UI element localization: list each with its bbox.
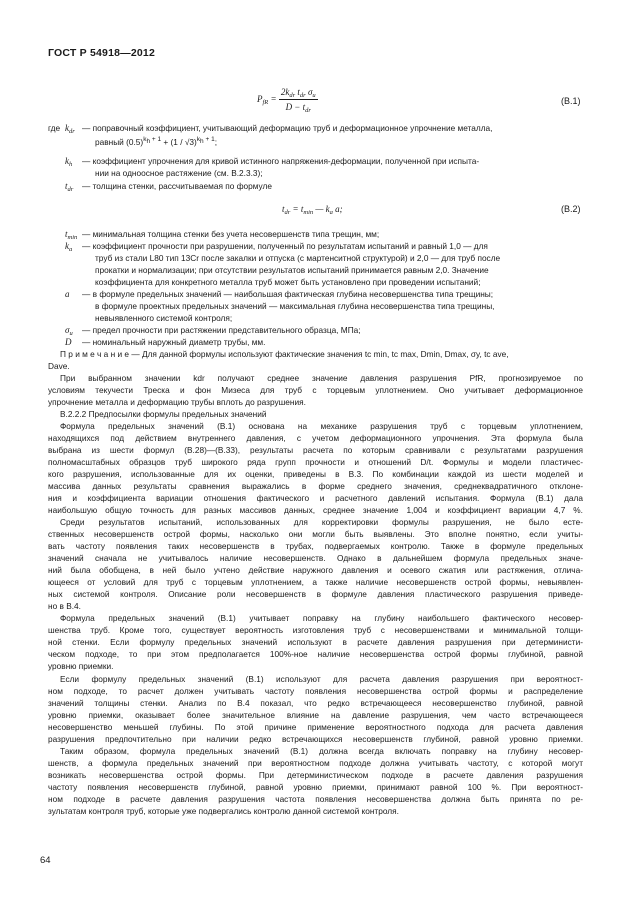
body-text-line: вать частоту появления таких несовершенств в трубах, подвергаемых контролю. Также в формуле предельных: [48, 541, 583, 551]
body-text-line: значений сначала не учитывалось наличие несовершенств. Однако в дальнейшем формула предельных значе-: [48, 553, 583, 563]
body-text-line: ном подходе в расчете давления разрушения частота появления несовершенства должна быть принята по ре-: [48, 794, 583, 804]
page-number: 64: [40, 855, 51, 866]
body-text-line: При выбранном значении kdr получают среднее значение давления разрушения PfR, прогнозируемое по: [60, 373, 583, 383]
body-text-line: находящихся под действием внутреннего давления, с учетом деформационного упрочнения. Эта формула была: [48, 433, 583, 443]
where-label: где: [48, 123, 61, 133]
body-text-line: возникать несовершенства острой формы. При детерминистическом подходе в расчете давления разрушения: [48, 770, 583, 780]
body-text-line: условиям текучести Треска и фон Мизеса для труб с торцевым уплотнением. Оно учитывает деформационное: [48, 385, 583, 395]
equation-number-b2: (B.2): [561, 204, 581, 214]
body-text-line: ном подходе, то расчет должен учитывать частоту появления несовершенства острой формы и распределение: [48, 686, 583, 696]
definition-line: прокатки и нормализации; при отсутствии результатов испытаний принимается равным 2,0. Значение: [95, 265, 489, 275]
body-text-line: ственных несовершенств острой формы, насколько они могли быть выявлены. Это вполне понятно, если учиты-: [48, 529, 583, 539]
body-text-line: разрушения предпочтительно при наличии редко встречающихся несовершенств глубиной, равной уровню приемки.: [48, 734, 583, 744]
symbol-tmin: $t_{min}$: [65, 229, 78, 241]
body-text-line: шенства труб. Кроме того, существует вероятность изготовления труб с несовершенствами и минимальной толщи-: [48, 625, 583, 635]
body-text-line: ных системой контроля. Описание роли несовершенств в формуле давления пластического разрушения приведе-: [48, 589, 583, 599]
body-text-line: Таким образом, формула предельных значений (B.1) должна всегда включать поправку на глубину несовер-: [60, 746, 583, 756]
standard-header: ГОСТ Р 54918—2012: [48, 47, 156, 59]
body-text-line: массива данных результаты сравнения выражались в форме среднего значения, среднеквадратичного отклоне-: [48, 481, 583, 491]
body-text-line: Формула предельных значений (B.1) учитывает поправку на глубину наибольшего фактического несовер-: [60, 613, 583, 623]
body-text-line: ющееся от условий для труб с торцевым уплотнением, а также наличие несовершенств острой формы, невыявлен-: [48, 577, 583, 587]
definition-line: в формуле проектных предельных значений — максимальная глубина несовершенства типа трещины,: [95, 301, 495, 311]
definition-line: — номинальный наружный диаметр трубы, мм.: [82, 337, 266, 347]
body-text-line: ной стенки. Если формулу предельных значений используют в расчете давления разрушения при детерминисти-: [48, 637, 583, 647]
body-text-line: полномасштабных образцов труб широкого ряда групп прочности и отношений D/t. Формулы и модели пластичес-: [48, 457, 583, 467]
symbol-tdr: $t_{dr}$: [65, 181, 74, 193]
body-text-line: ческом подходе, то при этом предполагается 100%-ное наличие несовершенства острой формы глубиной, равной: [48, 649, 583, 659]
body-text-line: значений толщины стенки. Анализ по B.4 показал, что редко встречающееся несовершенство глубиной, равной: [48, 698, 583, 708]
body-text-line: ния и коэффициента вариации отношения фактического и расчетного давлений испытания. Формула (B.1) дала: [48, 493, 583, 503]
body-text-line: но в B.4.: [48, 601, 81, 611]
note-line: П р и м е ч а н и е — Для данной формулы используют фактические значения tc min, tc max, Dmin, Dmax, σy, tc ave,: [60, 349, 509, 359]
body-text-line: Формула предельных значений (B.1) основана на механике разрушения труб с торцевым уплотнением,: [60, 421, 583, 431]
body-text-line: уровню приемки, оказывает более значительное влияние на давление разрушения, чем часто встречающееся: [48, 710, 583, 720]
body-text-line: ний была обобщена, в ней было учтено действие наружного давления и осевого сжатия или растяжения, отлича-: [48, 565, 583, 575]
body-text-line: наибольшую общую точность для разных массивов данных, среднее значение 1,004 и коэффициент вариации 4,7 %.: [48, 505, 583, 515]
definition-line: — толщина стенки, рассчитываемая по формуле: [82, 181, 272, 191]
formula-b2: $t_{dr} = t_{min}$ — $k_a$ a;: [282, 204, 343, 216]
formula-b1-fraction: $\frac{2k_{dr} t_{dr} \sigma_u}{D - t_{dr}}$: [280, 87, 316, 114]
symbol-kh: $k_h$: [65, 156, 73, 168]
body-text-line: Среди результатов испытаний, использованных для корректировки формулы разрушения, не было есте-: [60, 517, 583, 527]
body-text-line: зультатам контроля труб, которые уже подвергались контролю данной системой контроля.: [48, 806, 399, 816]
body-text-line: выбрана из шести формул (B.28)—(B.33), результаты расчета по которым сравнивали с результатами разрушения: [48, 445, 583, 455]
body-text-line: уровню приемки.: [48, 661, 114, 671]
symbol-sigma-u: $\sigma_u$: [65, 325, 73, 337]
body-text-line: упрочнение металла и деформацию трубы вплоть до разрушения.: [48, 397, 306, 407]
symbol-a: a: [65, 289, 70, 299]
body-text-line: кого разрушения, использованные для их оценки, приведены в B.3. По комбинации каждой из шести моделей и: [48, 469, 583, 479]
body-text-line: B.2.2.2 Предпосылки формулы предельных значений: [60, 409, 267, 419]
equation-number-b1: (B.1): [561, 96, 581, 106]
definition-line: — в формуле предельных значений — наибольшая фактическая глубина несовершенства типа трещины;: [82, 289, 494, 299]
formula-b1: $P_{fR}$ = $\frac{2k_{dr} t_{dr} \sigma_u}{D - t_{dr}}$: [257, 87, 316, 114]
body-text-line: Если формулу предельных значений (B.1) используют для расчета давления разрушения при вероятност-: [60, 674, 583, 684]
definition-line: равный $(0.5)^{k_h + 1} + (1 / √3)^{k_h + 1}$;: [95, 136, 217, 147]
definition-line: коэффициента для конкретного металла труб может быть установлено при проведении испытаний;: [95, 277, 481, 287]
symbol-d: D: [65, 337, 72, 347]
definition-line: нии на одноосное растяжение (см. B.2.3.3);: [95, 168, 263, 178]
definition-line: — поправочный коэффициент, учитывающий деформацию труб и деформационное упрочнение металла,: [82, 123, 493, 133]
definition-line: — коэффициент упрочнения для кривой истинного напряжения-деформации, полученной при испыта-: [82, 156, 480, 166]
definition-line: труб из стали L80 тип 13Cr после закалки и отпуска (с мартенситной структурой) и 2,0 — для труб после: [95, 253, 501, 263]
note-line: Dave.: [48, 361, 70, 371]
definition-line: — предел прочности при растяжении представительного образца, МПа;: [82, 325, 361, 335]
definition-line: — коэффициент прочности при разрушении, полученный по результатам испытаний и равный 1,0 — для: [82, 241, 488, 251]
body-text-line: несовершенство меньшей глубины. По этой причине применение вероятностного подхода для расчета давления: [48, 722, 583, 732]
definition-line: невыявленного системой контроля;: [95, 313, 233, 323]
body-text-line: частоту появления несовершенств глубиной, равной уровню приемки, принимают равной 100 %. При вероятност-: [48, 782, 583, 792]
symbol-ka: $k_a$: [65, 241, 73, 253]
body-text-line: шенств, а формула предельных значений при вероятностном подходе должна учитывать частоту, с которой могут: [48, 758, 583, 768]
symbol-kdr: $k_{dr}$: [65, 123, 75, 135]
definition-line: — минимальная толщина стенки без учета несовершенств типа трещин, мм;: [82, 229, 380, 239]
